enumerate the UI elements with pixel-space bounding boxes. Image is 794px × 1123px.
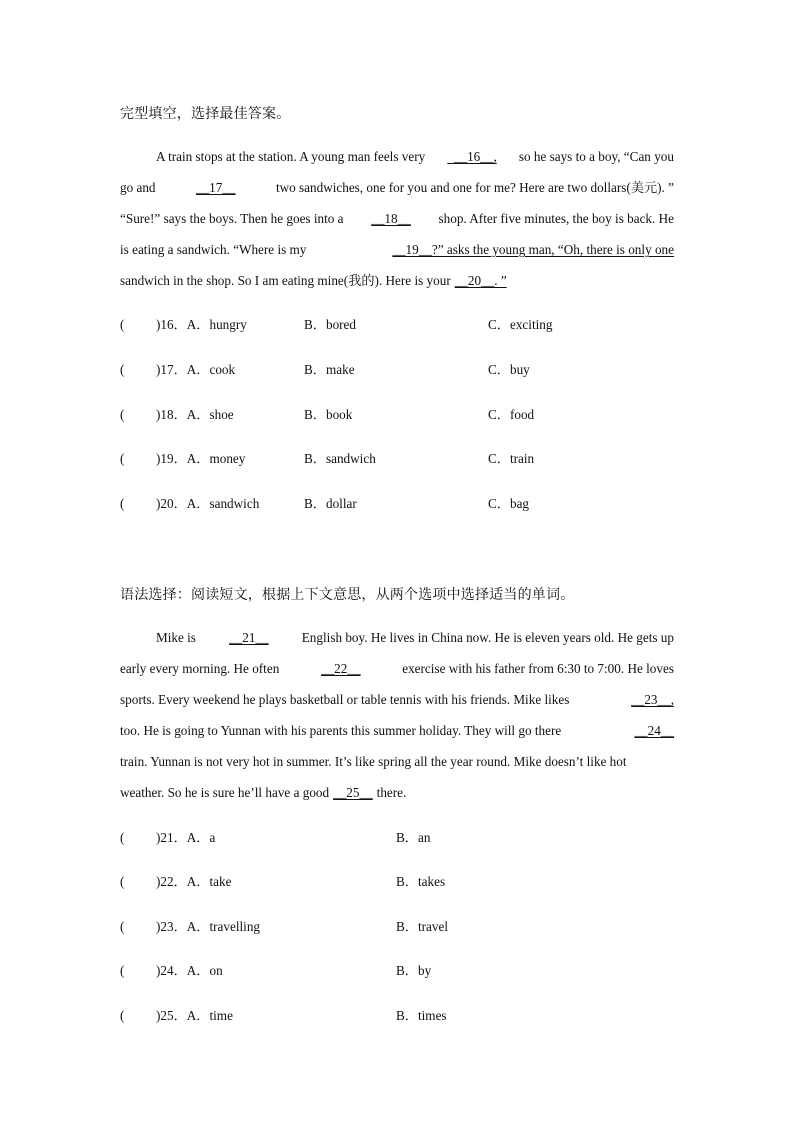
answer-paren[interactable]: ( [120,874,125,889]
option-b: B．an [396,830,431,845]
passage-line: too. He is going to Yunnan with his parents this summer holiday. They will go there __24__ [120,715,674,746]
option-c: C．exciting [488,317,553,332]
section2-passage [120,622,674,808]
passage-line: sports. Every weekend he plays basketball or table tennis with his friends. Mike likes __23__, [120,684,674,715]
blank-24: __24__ [634,723,674,738]
option-b: B．by [396,963,432,978]
option-c: C．train [488,451,535,466]
passage-line: weather. So he is sure he’ll have a good __25__ there. [120,777,674,808]
question-25 [120,1006,680,1026]
option-c: C．buy [488,362,530,377]
option-b: B．travel [396,919,449,934]
passage-line: go and __17__ two sandwiches, one for you and one for me? Here are two dollars(美元). ” [120,172,674,203]
blank-21: __21__ [229,630,269,645]
question-17 [120,360,680,380]
answer-paren[interactable]: ( [120,362,125,377]
option-b: B．takes [396,874,446,889]
answer-paren[interactable]: ( [120,317,125,332]
passage-line: sandwich in the shop. So I am eating mine(我的). Here is your __20__. ” [120,265,674,296]
section1-passage [120,141,674,296]
option-a: )17．A．cook [156,362,236,377]
option-b: B．make [304,362,355,377]
option-b: B．bored [304,317,357,332]
option-a: )25．A．time [156,1008,233,1023]
blank-16: __16__, [447,149,497,164]
section2-title: 语法选择：阅读短文，根据上下文意思，从两个选项中选择适当的单词。 [120,587,575,603]
blank-17: __17__ [195,180,236,195]
question-22 [120,872,680,892]
blank-25: __25__ [333,785,373,800]
answer-paren[interactable]: ( [120,496,125,511]
blank-20: __20__. ” [454,273,507,288]
answer-paren[interactable]: ( [120,963,125,978]
question-18 [120,405,680,425]
option-a: )16．A．hungry [156,317,247,332]
option-a: )19．A．money [156,451,246,466]
passage-line: early every morning. He often __22__ exercise with his father from 6:30 to 7:00. He loves [120,653,674,684]
option-b: B．sandwich [304,451,376,466]
passage-line: A train stops at the station. A young man feels very __16__, so he says to a boy, “Can you [120,141,674,172]
blank-18: __18__ [371,211,411,226]
option-b: B．book [304,407,353,422]
question-19 [120,449,680,469]
option-a: )23．A．travelling [156,919,261,934]
answer-paren[interactable]: ( [120,1008,125,1023]
option-a: )18．A．shoe [156,407,234,422]
option-c: C．food [488,407,535,422]
question-21 [120,828,680,848]
question-23 [120,917,680,937]
passage-line: “Sure!” says the boys. Then he goes into a __18__ shop. After five minutes, the boy is back. He [120,203,674,234]
option-c: C．bag [488,496,530,511]
answer-paren[interactable]: ( [120,451,125,466]
passage-line: Mike is __21__ English boy. He lives in China now. He is eleven years old. He gets up [120,622,674,653]
answer-paren[interactable]: ( [120,407,125,422]
question-16 [120,315,680,335]
question-24 [120,961,680,981]
blank-19: __19__?” asks the young man, “Oh, there is only one [392,242,674,257]
option-b: B．dollar [304,496,357,511]
option-a: )21．A．a [156,830,216,845]
section1-title: 完型填空，选择最佳答案。 [120,106,291,122]
question-20 [120,494,680,514]
blank-22: __22__ [320,661,361,676]
passage-line: is eating a sandwich. “Where is my __19__?” asks the young man, “Oh, there is only one [120,234,674,265]
option-a: )24．A．on [156,963,223,978]
answer-paren[interactable]: ( [120,919,125,934]
option-a: )20．A．sandwich [156,496,260,511]
answer-paren[interactable]: ( [120,830,125,845]
option-b: B．times [396,1008,447,1023]
blank-23: __23__, [631,692,674,707]
passage-line: train. Yunnan is not very hot in summer. It’s like spring all the year round. Mike doesn’t like hot [120,754,627,769]
option-a: )22．A．take [156,874,232,889]
